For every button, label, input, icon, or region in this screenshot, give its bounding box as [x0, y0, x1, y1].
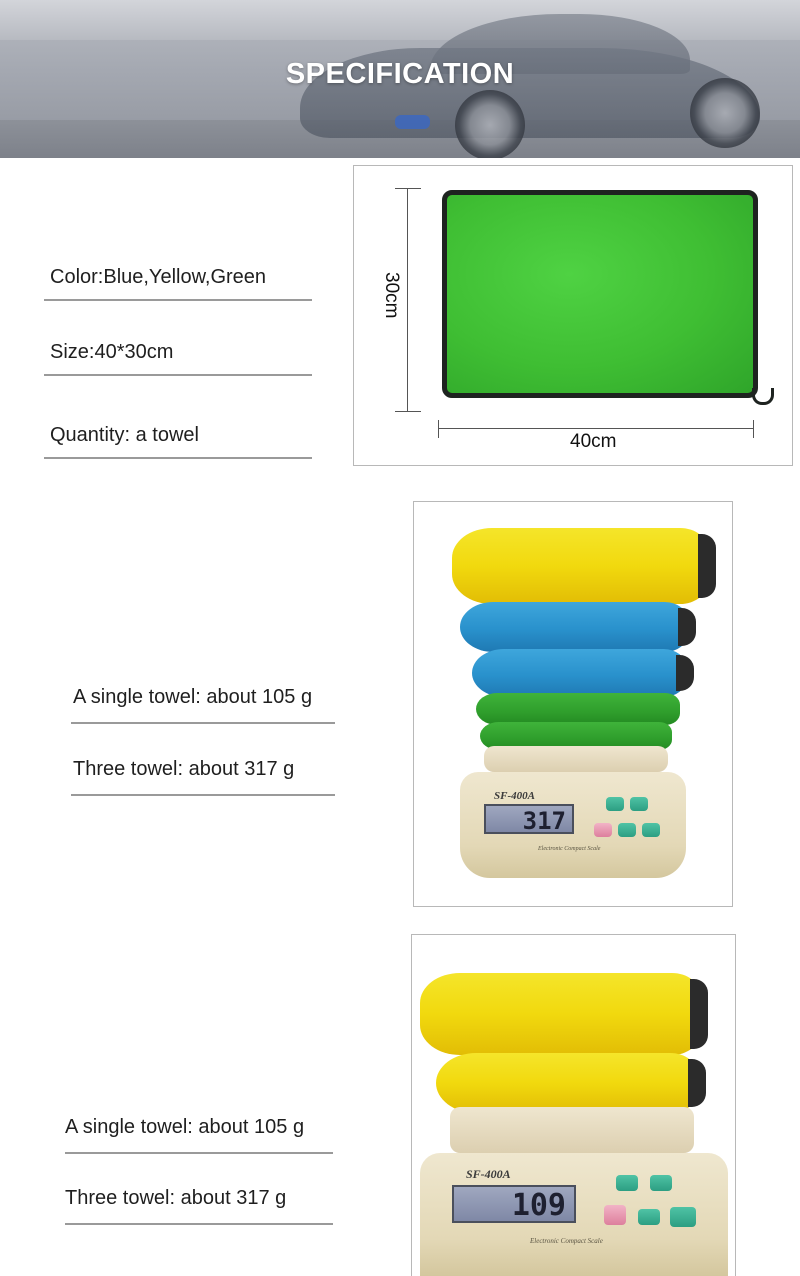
width-label: 40cm [570, 431, 617, 452]
weight-single-2: A single towel: about 105 g [65, 1116, 333, 1154]
scale-display: 317 [484, 804, 574, 834]
scale-name: Electronic Compact Scale [530, 1237, 603, 1245]
scale-button [670, 1207, 696, 1227]
scale-model: SF-400A [466, 1167, 511, 1181]
scale-button [642, 823, 660, 837]
height-label: 30cm [381, 272, 402, 319]
weight-single-1: A single towel: about 105 g [71, 686, 335, 724]
banner-title: SPECIFICATION [285, 58, 515, 90]
yellow-towel-folded [420, 973, 700, 1055]
car-wheel-front [455, 90, 525, 158]
blue-towel-folded [460, 602, 688, 652]
scale-platform [484, 746, 668, 772]
scale-platform [450, 1107, 694, 1153]
spec-color: Color:Blue,Yellow,Green [44, 266, 312, 301]
scale-photo-three-towels [413, 501, 733, 907]
scale-name: Electronic Compact Scale [538, 846, 601, 852]
weight-three-2: Three towel: about 317 g [65, 1187, 333, 1225]
scale-button [604, 1205, 626, 1225]
banner-sky [0, 0, 800, 40]
width-tick-right [753, 420, 754, 438]
scale-display: 109 [452, 1185, 576, 1223]
scale-button [594, 823, 612, 837]
scale-button [650, 1175, 672, 1191]
green-towel-flat [442, 190, 758, 398]
header-banner [0, 0, 800, 158]
scale-button [618, 823, 636, 837]
scale-button [606, 797, 624, 811]
height-tick-top [395, 188, 421, 189]
car-headlight [395, 115, 430, 129]
blue-towel-folded [472, 649, 686, 697]
scale-photo-one-towel [411, 934, 736, 1276]
scale-button [630, 797, 648, 811]
towel-hang-loop [752, 388, 774, 405]
dimension-photo [353, 165, 793, 466]
scale-button [616, 1175, 638, 1191]
weight-three-1: Three towel: about 317 g [71, 758, 335, 796]
scale-button [638, 1209, 660, 1225]
spec-size: Size:40*30cm [44, 341, 312, 376]
yellow-towel-folded [452, 528, 708, 604]
width-dimension-line [438, 428, 754, 429]
height-tick-bottom [395, 411, 421, 412]
width-tick-left [438, 420, 439, 438]
scale-model: SF-400A [494, 790, 535, 802]
height-dimension-line [407, 188, 408, 412]
green-towel-folded [476, 693, 680, 725]
spec-quantity: Quantity: a towel [44, 424, 312, 459]
yellow-towel-folded [436, 1053, 698, 1113]
